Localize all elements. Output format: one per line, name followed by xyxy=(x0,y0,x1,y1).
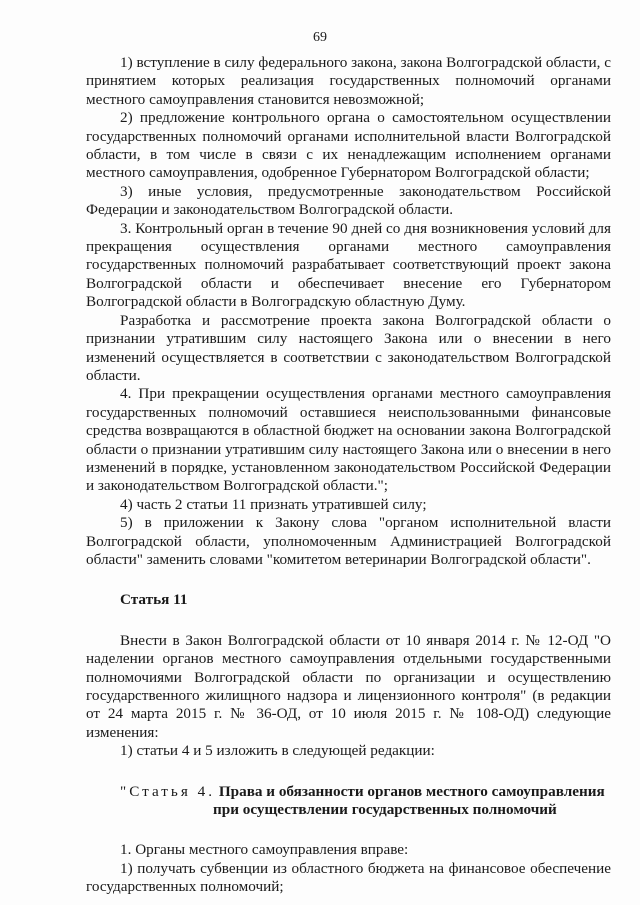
article-title: Статья 11 xyxy=(120,591,188,609)
article-intro: Внести в Закон Волгоградской области от 10 января 2014 г. № 12-ОД "О наделении органов местного самоуправления отдельными государственными полномочиями Волгоградской области по организации и осуществлению государственного жилищного надзора и лицензионного контроля" (в редакции от 24 марта 2015 г. № 36-ОД, от 10 июля 2015 г. № 108-ОД) следующие изменения: xyxy=(86,631,611,741)
paragraph: 4) часть 2 статьи 11 признать утратившей силу; xyxy=(120,495,427,513)
document-body xyxy=(86,54,611,897)
paragraph: Разработка и рассмотрение проекта закона Волгоградской области о признании утратившим силу настоящего Закона или о внесении в него изменений осуществляется в соответствии с законодательством Волгоградской области. xyxy=(86,311,611,384)
paragraph: 1. Органы местного самоуправления вправе: xyxy=(120,841,409,859)
paragraph: 3) иные условия, предусмотренные законодательством Российской Федерации и законодательством Волгоградской области. xyxy=(86,182,611,219)
article-item: 1) статьи 4 и 5 изложить в следующей редакции: xyxy=(120,742,435,760)
paragraph: 1) получать субвенции из областного бюджета на финансовое обеспечение государственных полномочий; xyxy=(86,859,611,896)
paragraph: 2) предложение контрольного органа о самостоятельном осуществлении государственных полномочий органами исполнительной власти Волгоградской области, в том числе в связи с их ненадлежащим исполнением органами местного самоуправления, одобренное Губернатором Волгоградской области; xyxy=(86,109,611,182)
paragraph: 3. Контрольный орган в течение 90 дней со дня возникновения условий для прекращения осуществления органами местного самоуправления государственных полномочий разрабатывает соответствующий проект закона Волгоградской области и обеспечивает внесение его Губернатором Волгоградской области в Волгоградскую областную Думу. xyxy=(86,219,611,311)
sub-article-heading xyxy=(86,783,611,820)
sub-article-title-line1: Права и обязанности органов местного самоуправления xyxy=(218,782,605,800)
paragraph: 1) вступление в силу федерального закона, закона Волгоградской области, с принятием которых реализация государственных полномочий органами местного самоуправления становится невозможной; xyxy=(86,54,611,108)
page-number: 69 xyxy=(313,30,327,45)
paragraph: 4. При прекращении осуществления органами местного самоуправления государственных полномочий оставшиеся неиспользованными финансовые средства возвращаются в областной бюджет на основании закона Волгоградской области о признании утратившим силу настоящего Закона или о внесении в него изменений в порядке, установленном законодательством Российской Федерации и законодательством Волгоградской области."; xyxy=(86,385,611,495)
sub-article-title-line2: при осуществлении государственных полномочий xyxy=(213,801,557,819)
sub-article-lead: "Статья 4. xyxy=(120,782,216,800)
paragraph: 5) в приложении к Закону слова "органом исполнительной власти Волгоградской области, уполномоченным Администрацией Волгоградской области" заменить словами "комитетом ветеринарии Волгоградской области". xyxy=(86,514,611,568)
